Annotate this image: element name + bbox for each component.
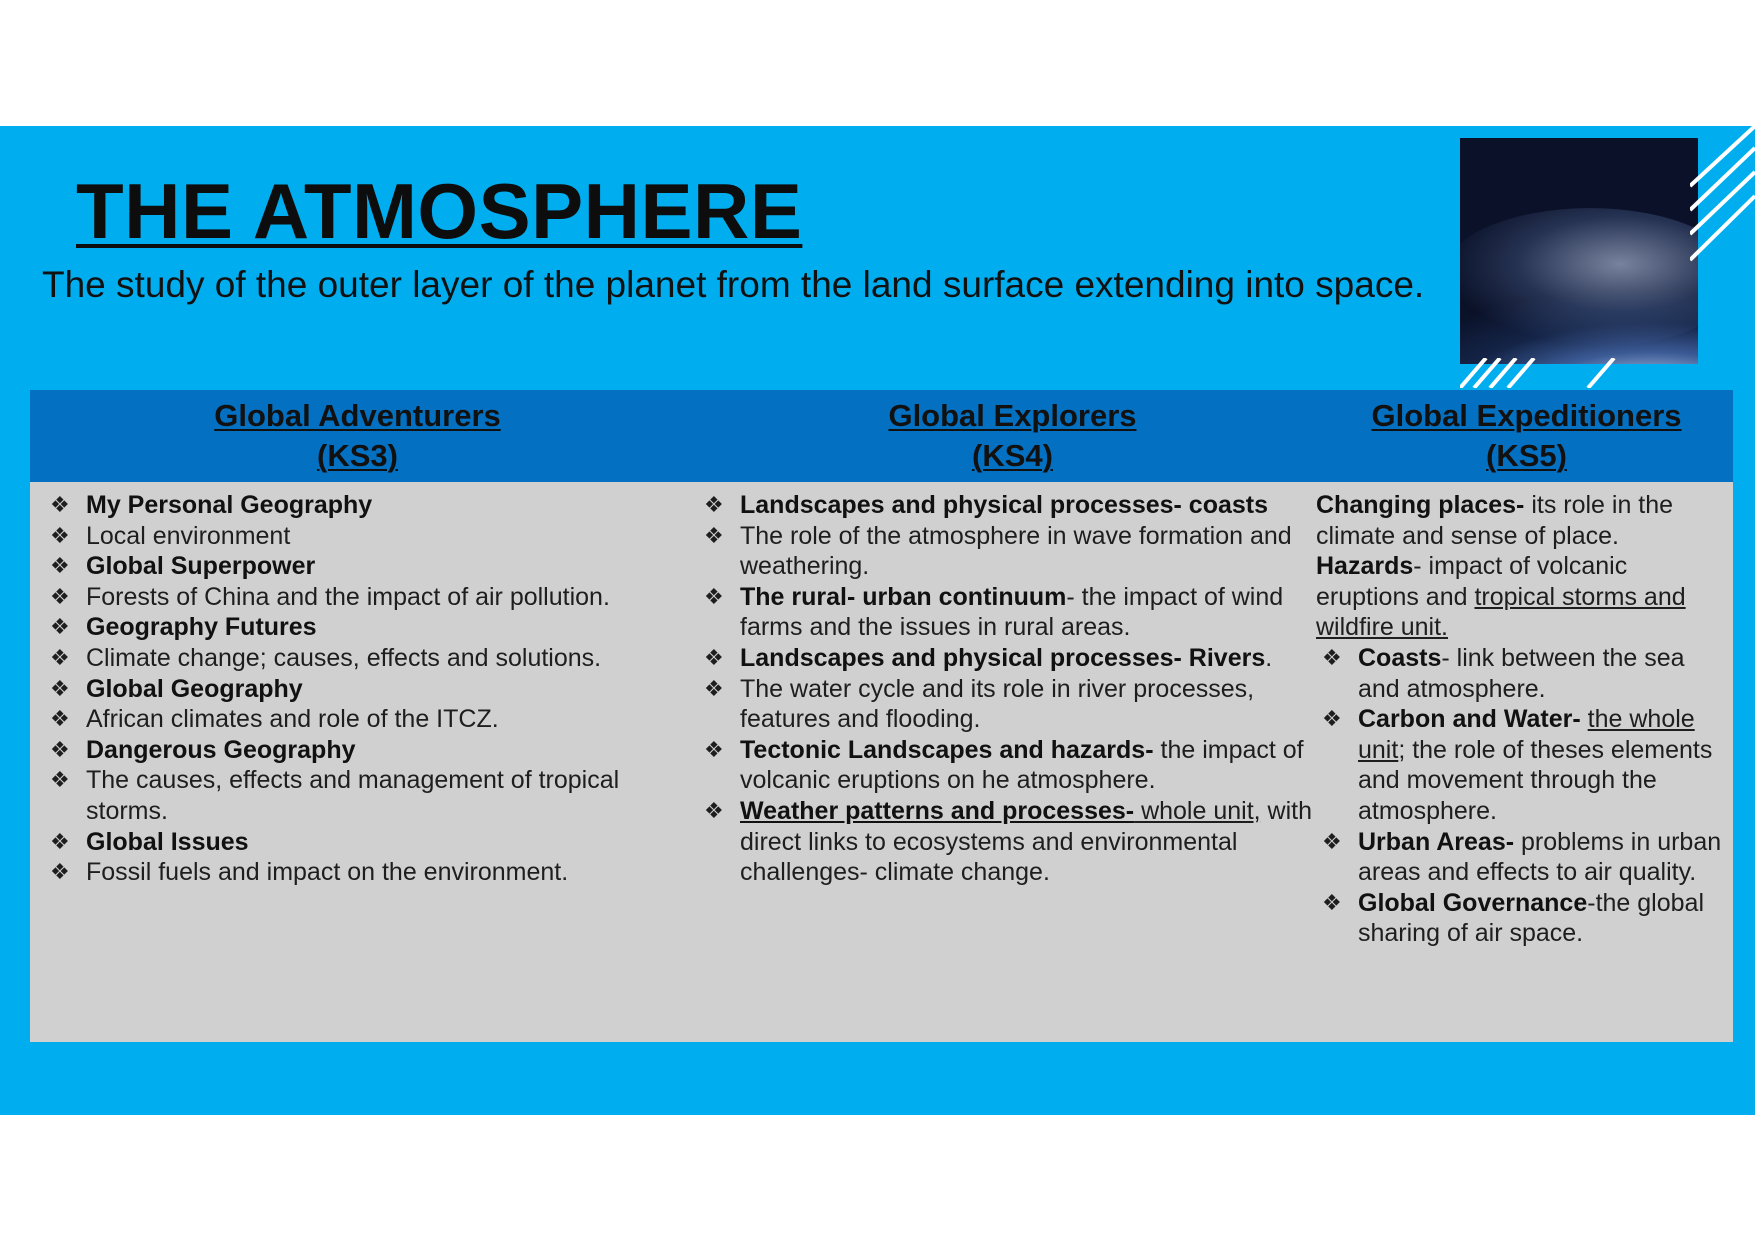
list-item [1316, 827, 1726, 888]
topic-title: Tectonic Landscapes and hazards- [740, 735, 1154, 764]
bullet-icon: ❖ [50, 828, 70, 854]
topic-detail: ; the role of theses elements and movement through the atmosphere. [1358, 735, 1713, 825]
topic-detail: Local environment [86, 521, 291, 550]
topic-title: Hazards [1316, 552, 1414, 581]
bullet-icon: ❖ [1322, 828, 1342, 854]
topic-spacer [1581, 705, 1588, 733]
bullet-icon: ❖ [704, 522, 724, 548]
list-item [1316, 704, 1726, 826]
bullet-icon: ❖ [704, 797, 724, 823]
bullet-icon: ❖ [50, 706, 70, 732]
bullet-icon: ❖ [50, 492, 70, 517]
topic-detail: with direct links to ecosystems and environmental challenges- climate change. [740, 796, 1312, 887]
topic-title: Global Governance [1358, 888, 1588, 917]
bullet-icon: ❖ [50, 522, 70, 548]
list-item [1316, 490, 1726, 551]
header-ks3-stage: (KS3) [317, 438, 398, 473]
atmosphere-glow [1460, 208, 1698, 348]
topic-title: Landscapes and physical processes- Rivers [740, 643, 1266, 672]
list-item [44, 827, 684, 858]
topic-detail: . [1265, 643, 1273, 672]
bullet-icon: ❖ [704, 675, 724, 701]
topic-detail: - link between the sea and atmosphere. [1358, 643, 1685, 703]
list-item [1316, 888, 1726, 949]
topic-detail: - impact of volcanic eruptions and [1316, 552, 1628, 611]
header-ks4-stage: (KS4) [972, 438, 1053, 473]
list-item [698, 674, 1338, 735]
topic-detail: African climates and role of the ITCZ. [86, 705, 499, 734]
page-title: THE ATMOSPHERE [76, 167, 803, 255]
bullet-icon: ❖ [50, 675, 70, 701]
earth-atmosphere-photo [1460, 138, 1698, 364]
bullet-icon: ❖ [704, 644, 724, 670]
bullet-icon: ❖ [50, 583, 70, 609]
header-ks4 [685, 396, 1340, 476]
list-item [698, 521, 1338, 582]
list-item [698, 796, 1338, 888]
list-item [698, 735, 1338, 796]
bullet-icon: ❖ [704, 492, 724, 517]
topic-detail: -the global sharing of air space. [1358, 888, 1704, 948]
topic-title: Changing places- [1316, 491, 1525, 519]
list-item [698, 582, 1338, 643]
topic-detail: The causes, effects and management of tropical storms. [86, 766, 620, 825]
list-item [698, 643, 1338, 674]
topic-title: Weather patterns and processes- [740, 796, 1135, 825]
topic-title: Urban Areas- [1358, 827, 1515, 856]
topic-title: My Personal Geography [86, 491, 373, 519]
topic-title: The rural- urban continuum [740, 582, 1067, 611]
bullet-icon: ❖ [50, 736, 70, 762]
topic-detail: Forests of China and the impact of air pollution. [86, 582, 610, 611]
header-ks3-name: Global Adventurers [214, 398, 501, 433]
topic-detail: The water cycle and its role in river processes, features and flooding. [740, 674, 1255, 734]
topic-detail: the impact of volcanic eruptions on he atmosphere. [740, 735, 1304, 795]
topic-detail: - the impact of wind farms and the issues in rural areas. [740, 582, 1284, 642]
list-item [698, 490, 1338, 521]
bullet-icon: ❖ [704, 736, 724, 762]
list-item [1316, 643, 1726, 704]
ks5-topic-list [1316, 490, 1726, 949]
ks4-topic-list [698, 490, 1338, 888]
list-item [44, 674, 684, 705]
topic-detail: problems in urban areas and effects to air quality. [1358, 827, 1722, 887]
list-item [44, 612, 684, 643]
list-item [44, 735, 684, 766]
table-header [30, 390, 1733, 482]
curriculum-table [30, 390, 1733, 1042]
slide-background [0, 126, 1755, 1115]
topic-scope: the whole unit [1358, 705, 1695, 764]
bullet-icon: ❖ [50, 644, 70, 670]
topic-scope: whole unit, [1134, 796, 1261, 825]
list-item [44, 643, 684, 674]
topic-title: Geography Futures [86, 613, 317, 642]
header-ks5 [1320, 396, 1733, 476]
topic-detail: The role of the atmosphere in wave formation and weathering. [740, 521, 1292, 581]
list-item [44, 582, 684, 613]
topic-scope: tropical storms and wildfire unit. [1316, 582, 1686, 642]
bullet-icon: ❖ [1322, 889, 1342, 915]
topic-title: Coasts [1358, 643, 1442, 672]
list-item [44, 704, 684, 735]
page-subtitle: The study of the outer layer of the planet from the land surface extending into space. [42, 264, 1425, 305]
topic-title: Global Geography [86, 674, 303, 703]
list-item [44, 521, 684, 552]
bullet-icon: ❖ [50, 859, 70, 885]
bullet-icon: ❖ [50, 614, 70, 640]
topic-title: Carbon and Water- [1358, 705, 1581, 734]
list-item [44, 857, 684, 888]
bullet-icon: ❖ [1322, 706, 1342, 732]
bullet-icon: ❖ [704, 583, 724, 609]
ks3-topic-list [44, 490, 684, 888]
list-item [44, 765, 684, 826]
bullet-icon: ❖ [1322, 644, 1342, 670]
topic-title: Dangerous Geography [86, 735, 356, 764]
list-item [44, 490, 684, 521]
topic-detail: Fossil fuels and impact on the environment. [86, 858, 569, 887]
header-ks3 [30, 396, 685, 476]
decorative-stripes-top [1690, 126, 1755, 286]
topic-detail: its role in the climate and sense of place. [1316, 491, 1674, 550]
decorative-stripes-bottom [1460, 358, 1620, 388]
list-item [44, 551, 684, 582]
header-ks5-name: Global Expeditioners [1371, 398, 1682, 433]
topic-detail: Climate change; causes, effects and solutions. [86, 643, 602, 672]
topic-title: Landscapes and physical processes- coasts [740, 491, 1269, 519]
header-ks5-stage: (KS5) [1486, 438, 1567, 473]
bullet-icon: ❖ [50, 553, 70, 579]
table-body [30, 482, 1733, 1042]
topic-title: Global Issues [86, 827, 249, 856]
bullet-icon: ❖ [50, 767, 70, 793]
list-item [1316, 551, 1726, 643]
header-ks4-name: Global Explorers [888, 398, 1137, 433]
topic-title: Global Superpower [86, 552, 316, 581]
